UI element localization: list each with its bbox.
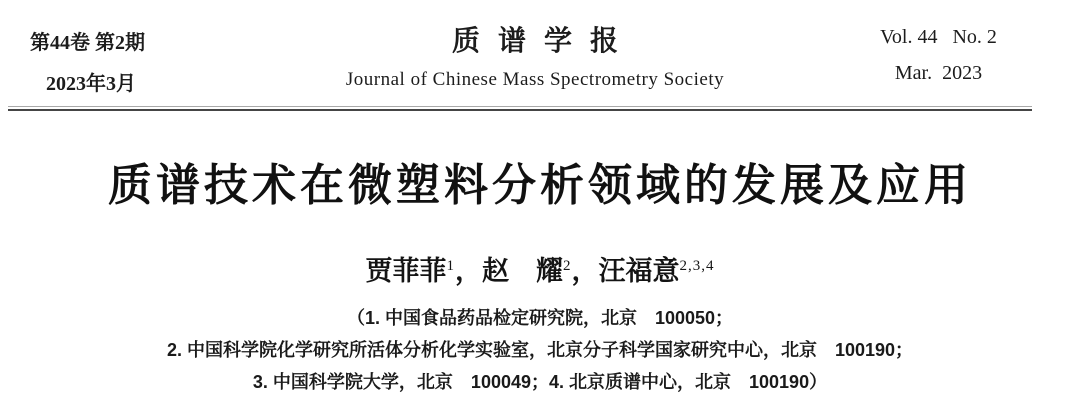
journal-titles xyxy=(225,26,845,91)
author-separator: ， xyxy=(571,256,599,287)
journal-masthead xyxy=(0,0,1080,96)
article-title: 质谱技术在微塑料分析领域的发展及应用 xyxy=(108,161,972,210)
issue-volume-cn: 第44卷 第2期 xyxy=(30,32,145,54)
masthead-divider-rule xyxy=(8,106,1032,111)
issue-date-en: Mar. 2023 xyxy=(894,62,983,84)
author-affiliation-sup: 2 xyxy=(563,258,572,275)
issue-info-en xyxy=(845,26,1080,85)
affiliations-block xyxy=(0,302,1080,398)
issue-volume-en: Vol. 44 No. 2 xyxy=(880,26,997,48)
author-name: 贾菲菲$^1$ xyxy=(365,256,455,287)
author-name: 赵 耀$^2$ xyxy=(482,256,572,287)
affiliation-line: 3. 中国科学院大学，北京 100049；4. 北京质谱中心，北京 100190） xyxy=(252,372,828,393)
journal-title-cn: 质谱学报 xyxy=(451,25,636,56)
author-separator: ， xyxy=(455,256,482,287)
journal-title-en: Journal of Chinese Mass Spectrometry Society xyxy=(345,68,725,90)
issue-date-cn: 2023年3月 xyxy=(46,73,136,95)
author-affiliation-sup: 1 xyxy=(446,258,455,275)
author-name: 汪福意$^{2,3,4}$ xyxy=(598,256,715,287)
affiliation-line: （1. 中国食品药品检定研究院，北京 100050； xyxy=(346,308,734,329)
author-line xyxy=(0,249,1080,288)
author-affiliation-sup: 2,3,4 xyxy=(679,258,715,275)
affiliation-line: 2. 中国科学院化学研究所活体分析化学实验室，北京分子科学国家研究中心，北京 100190； xyxy=(166,340,914,361)
issue-info-cn xyxy=(0,26,225,96)
